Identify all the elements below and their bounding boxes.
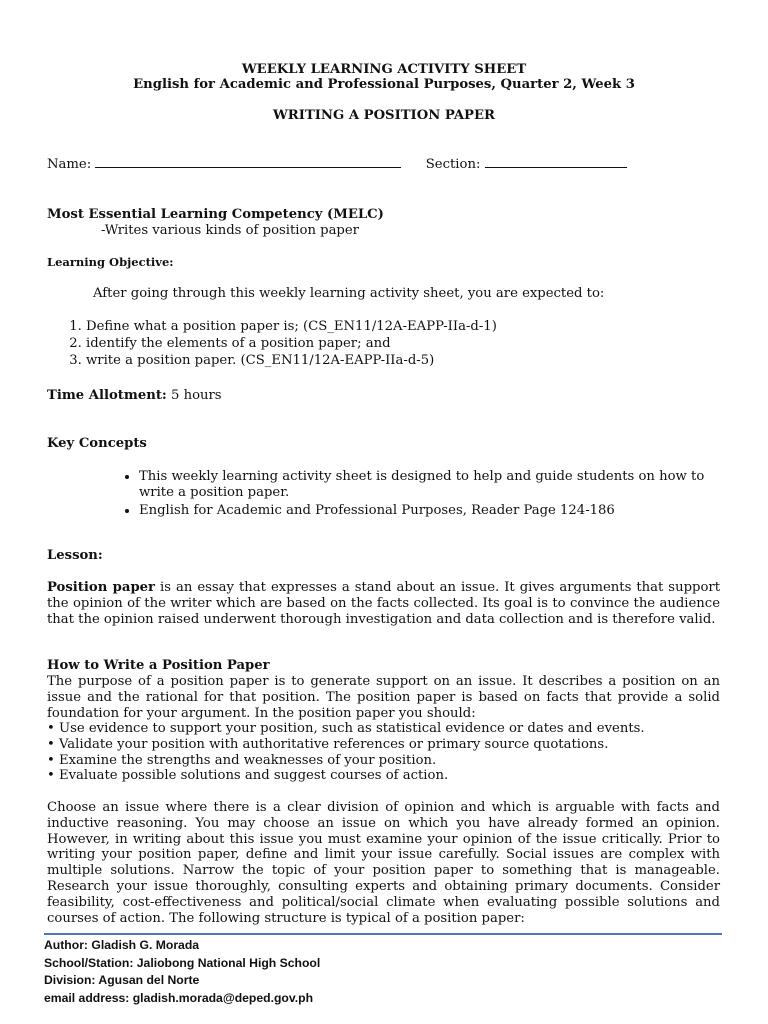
name-section-row xyxy=(47,155,720,173)
list-item: 3. write a position paper. (CS_EN11/12A-EAPP-IIa-d-5) xyxy=(86,352,759,369)
section-label: Section: xyxy=(425,157,481,172)
time-value: 5 hours xyxy=(171,388,222,403)
time-label: Time Allotment: xyxy=(47,388,167,403)
melc-heading: Most Essential Learning Competency (MELC) xyxy=(47,207,384,222)
name-field[interactable] xyxy=(95,155,401,168)
how-to-heading: How to Write a Position Paper xyxy=(47,658,270,673)
sheet-subtitle: English for Academic and Professional Purposes, Quarter 2, Week 3 xyxy=(133,77,635,92)
list-item: • Evaluate possible solutions and suggest courses of action. xyxy=(47,768,449,784)
melc-text: -Writes various kinds of position paper xyxy=(101,223,359,238)
sheet-title: WEEKLY LEARNING ACTIVITY SHEET xyxy=(241,62,527,77)
topic-title: WRITING A POSITION PAPER xyxy=(273,108,495,123)
objective-intro: After going through this weekly learning activity sheet, you are expected to: xyxy=(93,286,605,301)
section-field[interactable] xyxy=(485,155,627,168)
list-item: 2. identify the elements of a position paper; and xyxy=(86,335,759,352)
key-concepts-list xyxy=(47,469,724,521)
name-label: Name: xyxy=(47,157,92,172)
key-concepts-heading: Key Concepts xyxy=(47,436,147,451)
time-allotment xyxy=(47,388,720,404)
how-to-intro: The purpose of a position paper is to generate support on an issue. It describes a position on an issue and the rational for that position. The position paper is based on facts that provide a solid foundation for your argument. In the position paper you should: xyxy=(47,674,720,721)
objective-list xyxy=(47,318,759,369)
footer-school: School/Station: Jaliobong National High School xyxy=(44,955,321,970)
how-to-paragraph: Choose an issue where there is a clear division of opinion and which is arguable with facts and inductive reasoning. You may choose an issue on which you have already formed an opinion. However, in writing about this issue you must examine your opinion of the issue critically. Prior to writing your position paper, define and limit your issue carefully. Social issues are complex with multiple solutions. Narrow the topic of your position paper to something that is manageable. Research your issue thoroughly, consulting experts and obtaining primary documents. Consider feasibility, cost-effectiveness and political/social climate when evaluating possible solutions and courses of action. The following structure is typical of a position paper: xyxy=(47,800,720,926)
objective-heading: Learning Objective: xyxy=(47,255,174,269)
lesson-term: Position paper xyxy=(47,580,155,595)
lesson-paragraph xyxy=(47,580,720,627)
list-item: 1. Define what a position paper is; (CS_EN11/12A-EAPP-IIa-d-1) xyxy=(86,318,759,335)
list-item: • This weekly learning activity sheet is designed to help and guide students on how to write a position paper. xyxy=(139,469,724,501)
footer-division: Division: Agusan del Norte xyxy=(44,973,200,988)
list-item: • Examine the strengths and weaknesses of your position. xyxy=(47,752,437,768)
list-item: • English for Academic and Professional Purposes, Reader Page 124-186 xyxy=(139,503,724,519)
footer-author: Author: Gladish G. Morada xyxy=(44,938,200,952)
footer xyxy=(44,937,724,1008)
footer-email: email address: gladish.morada@deped.gov.ph xyxy=(44,991,314,1006)
footer-rule xyxy=(44,933,722,935)
lesson-heading: Lesson: xyxy=(47,548,103,563)
how-to-bullets xyxy=(47,721,720,784)
lesson-definition: is an essay that expresses a stand about an issue. It gives arguments that support the opinion of the writer which are based on the facts collected. Its goal is to convince the audience that the opinion raised underwent thorough investigation and data collection and is therefore valid. xyxy=(47,580,720,627)
list-item: • Validate your position with authoritative references or primary source quotations. xyxy=(47,736,609,752)
list-item: • Use evidence to support your position, such as statistical evidence or dates and events. xyxy=(47,721,645,736)
